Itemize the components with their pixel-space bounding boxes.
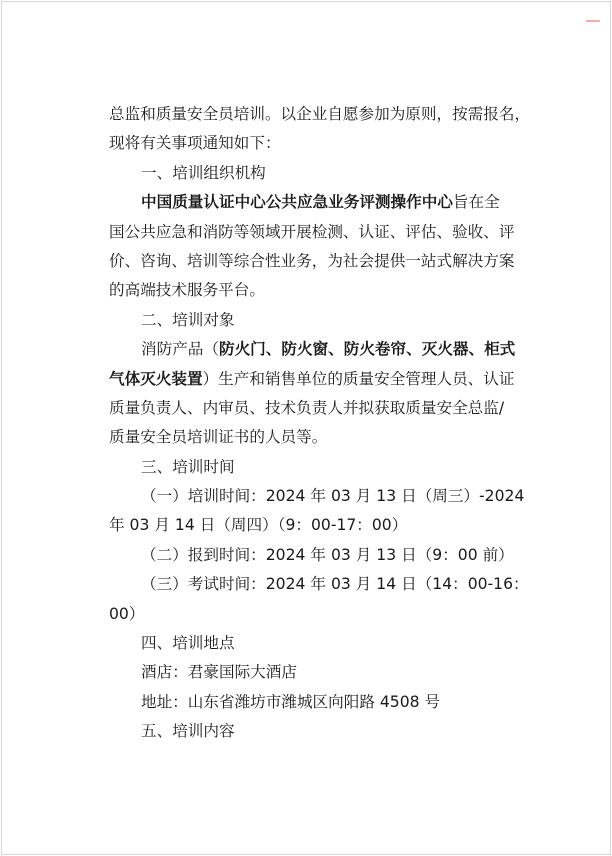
text-line [109,247,515,276]
text: 旨在全 [452,193,500,212]
text: 总监和质量安全员培训。以企业自愿参加为原则，按需报名， [109,105,531,123]
text: （三）考试时间：2024 年 03 月 14 日（14：00-16： [141,575,529,594]
text: 质量负责人、内审员、技术负责人并拟获取质量安全总监/ [109,398,505,417]
text-line [109,629,509,658]
text-line [109,482,525,511]
text: 消防产品（ [141,340,219,359]
bold-text: 防火门、防火窗、防火卷帘、灭火器、柜式 [218,340,516,359]
text-line [109,218,515,247]
text-line [109,717,509,746]
text-line [109,600,509,629]
text-line [109,306,509,335]
text-line [109,365,515,394]
text: 五、培训内容 [141,722,235,741]
text: ）生产和销售单位的质量安全管理人员、认证 [202,369,515,388]
text: 二、培训对象 [141,310,235,329]
text-line [109,570,529,599]
text: 价、咨询、培训等综合性业务，为社会提供一站式解决方案 [109,251,515,270]
document-body [109,100,531,747]
text-line [109,394,509,423]
bold-text: 中国质量认证中心公共应急业务评测操作中心 [141,193,453,212]
text-line [109,423,509,452]
text: 三、培训时间 [141,457,235,476]
text: 质量安全员培训证书的人员等。 [109,428,328,447]
text-line [109,159,509,188]
text: 的高端技术服务平台。 [109,281,265,300]
text: 四、培训地点 [141,634,235,653]
text-line [109,688,509,717]
text-line [109,276,509,305]
text: 一、培训组织机构 [141,163,266,182]
text-line [109,541,514,570]
text: 国公共应急和消防等领域开展检测、认证、评估、验收、评 [109,222,515,241]
text-line [109,453,509,482]
text: （一）培训时间：2024 年 03 月 13 日（周三）-2024 [141,487,525,506]
text-line [109,188,509,217]
document-page [1,1,611,855]
text: 酒店：君豪国际大酒店 [141,663,297,682]
text-line [109,129,509,158]
corner-mark [586,20,600,22]
text: （二）报到时间：2024 年 03 月 13 日（9：00 前） [141,545,514,564]
text: 地址：山东省潍坊市潍城区向阳路 4508 号 [141,692,441,711]
text-line [109,100,531,129]
text: 年 03 月 14 日（周四）（9：00-17：00） [109,516,408,535]
text-line [109,511,509,540]
text-line [109,335,516,364]
text: 00） [109,604,145,623]
bold-text: 气体灭火装置 [109,369,203,388]
text-line [109,658,509,687]
text: 现将有关事项通知如下： [109,134,281,153]
